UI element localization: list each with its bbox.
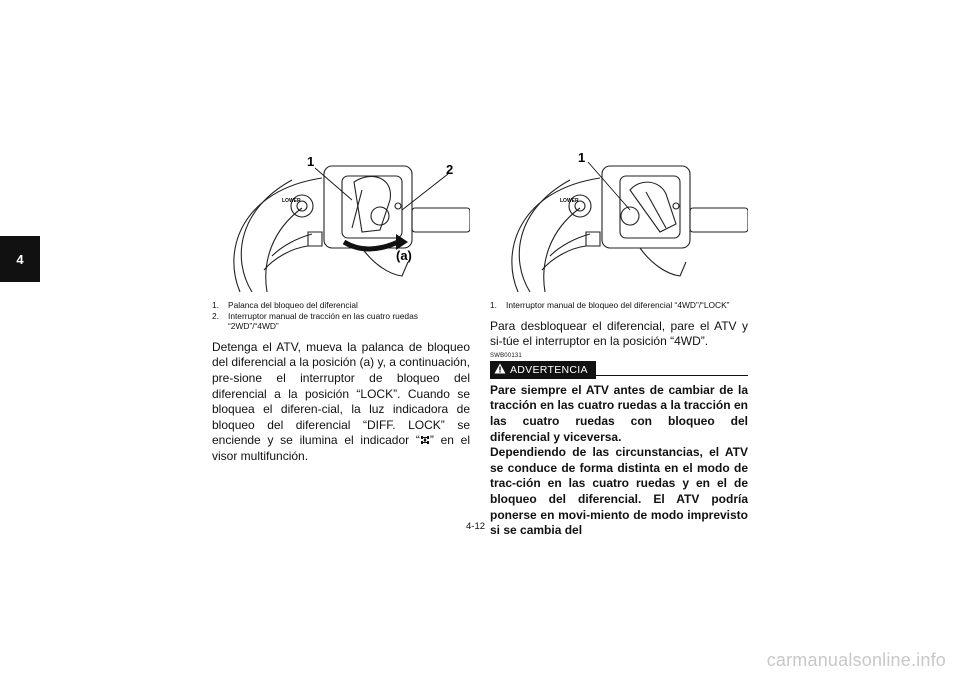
body-text-part: ” en el visor multifunción. <box>212 433 470 463</box>
body-paragraph <box>212 340 470 465</box>
callout-1: 1 <box>307 154 315 169</box>
page-number: 4-12 <box>466 521 486 532</box>
legend-text: Palanca del bloqueo del diferencial <box>228 300 358 310</box>
figure-legend-left <box>212 300 470 332</box>
legend-number: 2. <box>212 310 219 321</box>
handlebar-illustration-left <box>212 150 470 292</box>
warning-header <box>490 361 748 379</box>
legend-text: Interruptor manual de tracción en las cuatro ruedas “2WD”/“4WD” <box>228 310 418 332</box>
handlebar-illustration-right <box>490 150 748 292</box>
right-column <box>490 300 748 539</box>
legend-number: 1. <box>490 300 497 310</box>
legend-number: 1. <box>212 300 219 310</box>
callout-1: 1 <box>578 150 586 165</box>
legend-item <box>212 311 470 332</box>
body-paragraph: Para desbloquear el diferencial, pare el ATV y si-túe el interruptor en la posición “4WD”. <box>490 318 748 349</box>
warning-rule <box>596 375 748 376</box>
chapter-tab: 4 <box>0 236 40 282</box>
warning-text <box>490 383 748 539</box>
warning-paragraph: Dependiendo de las circunstancias, el ATV se conduce de forma distinta en el modo de trac-ción en las cuatro ruedas y en el de bloqueo del diferencial. El ATV podría ponerse en movi-miento de modo imprevisto si se cambia del <box>490 445 748 538</box>
warning-triangle-icon <box>494 363 506 377</box>
warning-label: ADVERTENCIA <box>510 363 588 376</box>
callout-2: 2 <box>446 162 454 177</box>
legend-text: Interruptor manual de bloqueo del diferencial “4WD”/“LOCK” <box>506 300 730 310</box>
legend-item <box>212 300 470 311</box>
warning-badge <box>490 361 596 379</box>
figure-legend-right <box>490 300 748 311</box>
figure-differential-switch <box>490 150 748 292</box>
warning-paragraph: Pare siempre el ATV antes de cambiar de la tracción en las cuatro ruedas a la tracción en las cuatro ruedas con bloqueo del diferencial y viceversa. <box>490 382 748 444</box>
callout-a: (a) <box>396 248 412 263</box>
lower-label: LOWER <box>560 198 579 204</box>
watermark: carmanualsonline.info <box>766 650 946 670</box>
diff-lock-icon <box>420 433 430 447</box>
figure-differential-lever <box>212 150 470 292</box>
body-text-part: Detenga el ATV, mueva la palanca de bloqueo del diferencial a la posición (a) y, a continuación, pre-sione el interruptor de bloqueo del diferencial a la posición “LOCK”. Cuando se bloquea el diferen-cial, la luz indicadora de bloqueo del diferencial “DIFF. LOCK” se enciende y se ilumina el indicador “ <box>212 339 470 448</box>
warning-code: SWB00131 <box>490 352 522 359</box>
lower-label: LOWER <box>282 198 301 204</box>
legend-item <box>490 300 748 311</box>
left-column <box>212 300 470 465</box>
